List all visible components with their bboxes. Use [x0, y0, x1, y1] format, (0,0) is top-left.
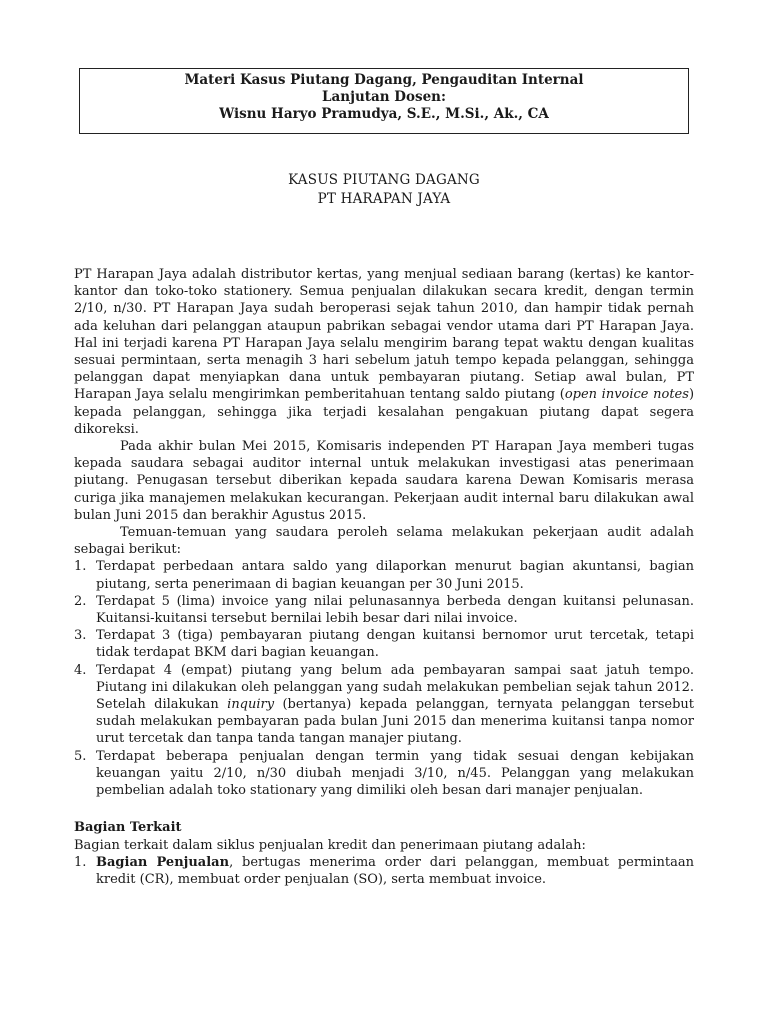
finding-item: 5. Terdapat beberapa penjualan dengan termin yang tidak sesuai dengan kebijakan keuangan yaitu 2/10, n/30 diubah menjadi 3/10, n/45. Pelanggan yang melakukan pembelian adalah toko stationary yang dimiliki oleh besan dari manajer penjualan.: [74, 748, 694, 799]
finding-item: 1. Terdapat perbedaan antara saldo yang dilaporkan menurut bagian akuntansi, bagian piutang, serta penerimaan di bagian keuangan per 30 Juni 2015.: [74, 559, 694, 592]
course-header-box: [79, 68, 689, 134]
document-title: [0, 171, 768, 209]
paragraph-company-profile: PT Harapan Jaya adalah distributor kertas, yang menjual sediaan barang (kertas) ke kantor-kantor dan toko-toko stationery. Semua penjualan dilakukan secara kredit, dengan termin 2/10, n/30. PT Harapan Jaya sudah beroperasi sejak tahun 2010, dan hampir tidak pernah ada keluhan dari pelanggan ataupun pabrikan sebagai vendor utama dari PT Harapan Jaya. Hal ini terjadi karena PT Harapan Jaya selalu mengirim barang tepat waktu dengan kualitas sesuai permintaan, serta menagih 3 hari sebelum jatuh tempo kepada pelanggan, sehingga pelanggan dapat menyiapkan dana untuk pembayaran piutang. Setiap awal bulan, PT Harapan Jaya selalu mengirimkan pemberitahuan tentang saldo piutang (open invoice notes) kepada pelanggan, sehingga jika terjadi kesalahan pengakuan piutang dapat segera dikoreksi.: [74, 267, 695, 437]
finding-item: 4. Terdapat 4 (empat) piutang yang belum ada pembayaran sampai saat jatuh tempo. Piutang ini dilakukan oleh pelanggan yang sudah melakukan pembelian sejak tahun 2012. Setelah dilakukan inquiry (bertanya) kepada pelanggan, ternyata pelanggan tersebut sudah melakukan pembayaran pada bulan Juni 2015 dan menerima kuitansi tanpa nomor urut tercetak dan tanpa tanda tangan manajer piutang.: [74, 662, 695, 747]
paragraph-findings-intro: Temuan-temuan yang saudara peroleh selama melakukan pekerjaan audit adalah sebagai berikut:: [74, 525, 694, 558]
finding-item: 3. Terdapat 3 (tiga) pembayaran piutang dengan kuitansi bernomor urut tercetak, tetapi tidak terdapat BKM dari bagian keuangan.: [74, 628, 694, 661]
course-header-line-1: Materi Kasus Piutang Dagang, Pengauditan Internal: [184, 72, 584, 88]
course-header-line-2: Lanjutan Dosen:: [322, 89, 446, 105]
finding-item: 2. Terdapat 5 (lima) invoice yang nilai pelunasannya berbeda dengan kuitansi pelunasan. Kuitansi-kuitansi tersebut bernilai lebih besar dari nilai invoice.: [74, 593, 694, 627]
course-header-line-3: Wisnu Haryo Pramudya, S.E., M.Si., Ak., CA: [219, 106, 549, 122]
document-title-line-2: PT HARAPAN JAYA: [317, 191, 451, 207]
section-intro: Bagian terkait dalam siklus penjualan kredit dan penerimaan piutang adalah:: [74, 837, 586, 853]
findings-list: [74, 558, 694, 799]
document-title-line-1: KASUS PIUTANG DAGANG: [288, 172, 480, 188]
related-departments-list: [74, 854, 694, 888]
section-heading: Bagian Terkait: [74, 820, 182, 836]
document-body: [74, 266, 694, 888]
department-item: 1. Bagian Penjualan, bertugas menerima order dari pelanggan, membuat permintaan kredit (CR), membuat order penjualan (SO), serta membuat invoice.: [74, 854, 694, 887]
paragraph-assignment: Pada akhir bulan Mei 2015, Komisaris independen PT Harapan Jaya memberi tugas kepada saudara sebagai auditor internal untuk melakukan investigasi atas penerimaan piutang. Penugasan tersebut diberikan kepada saudara karena Dewan Komisaris merasa curiga jika manajemen melakukan kecurangan. Pekerjaan audit internal baru dilakukan awal bulan Juni 2015 dan berakhir Agustus 2015.: [74, 439, 694, 523]
